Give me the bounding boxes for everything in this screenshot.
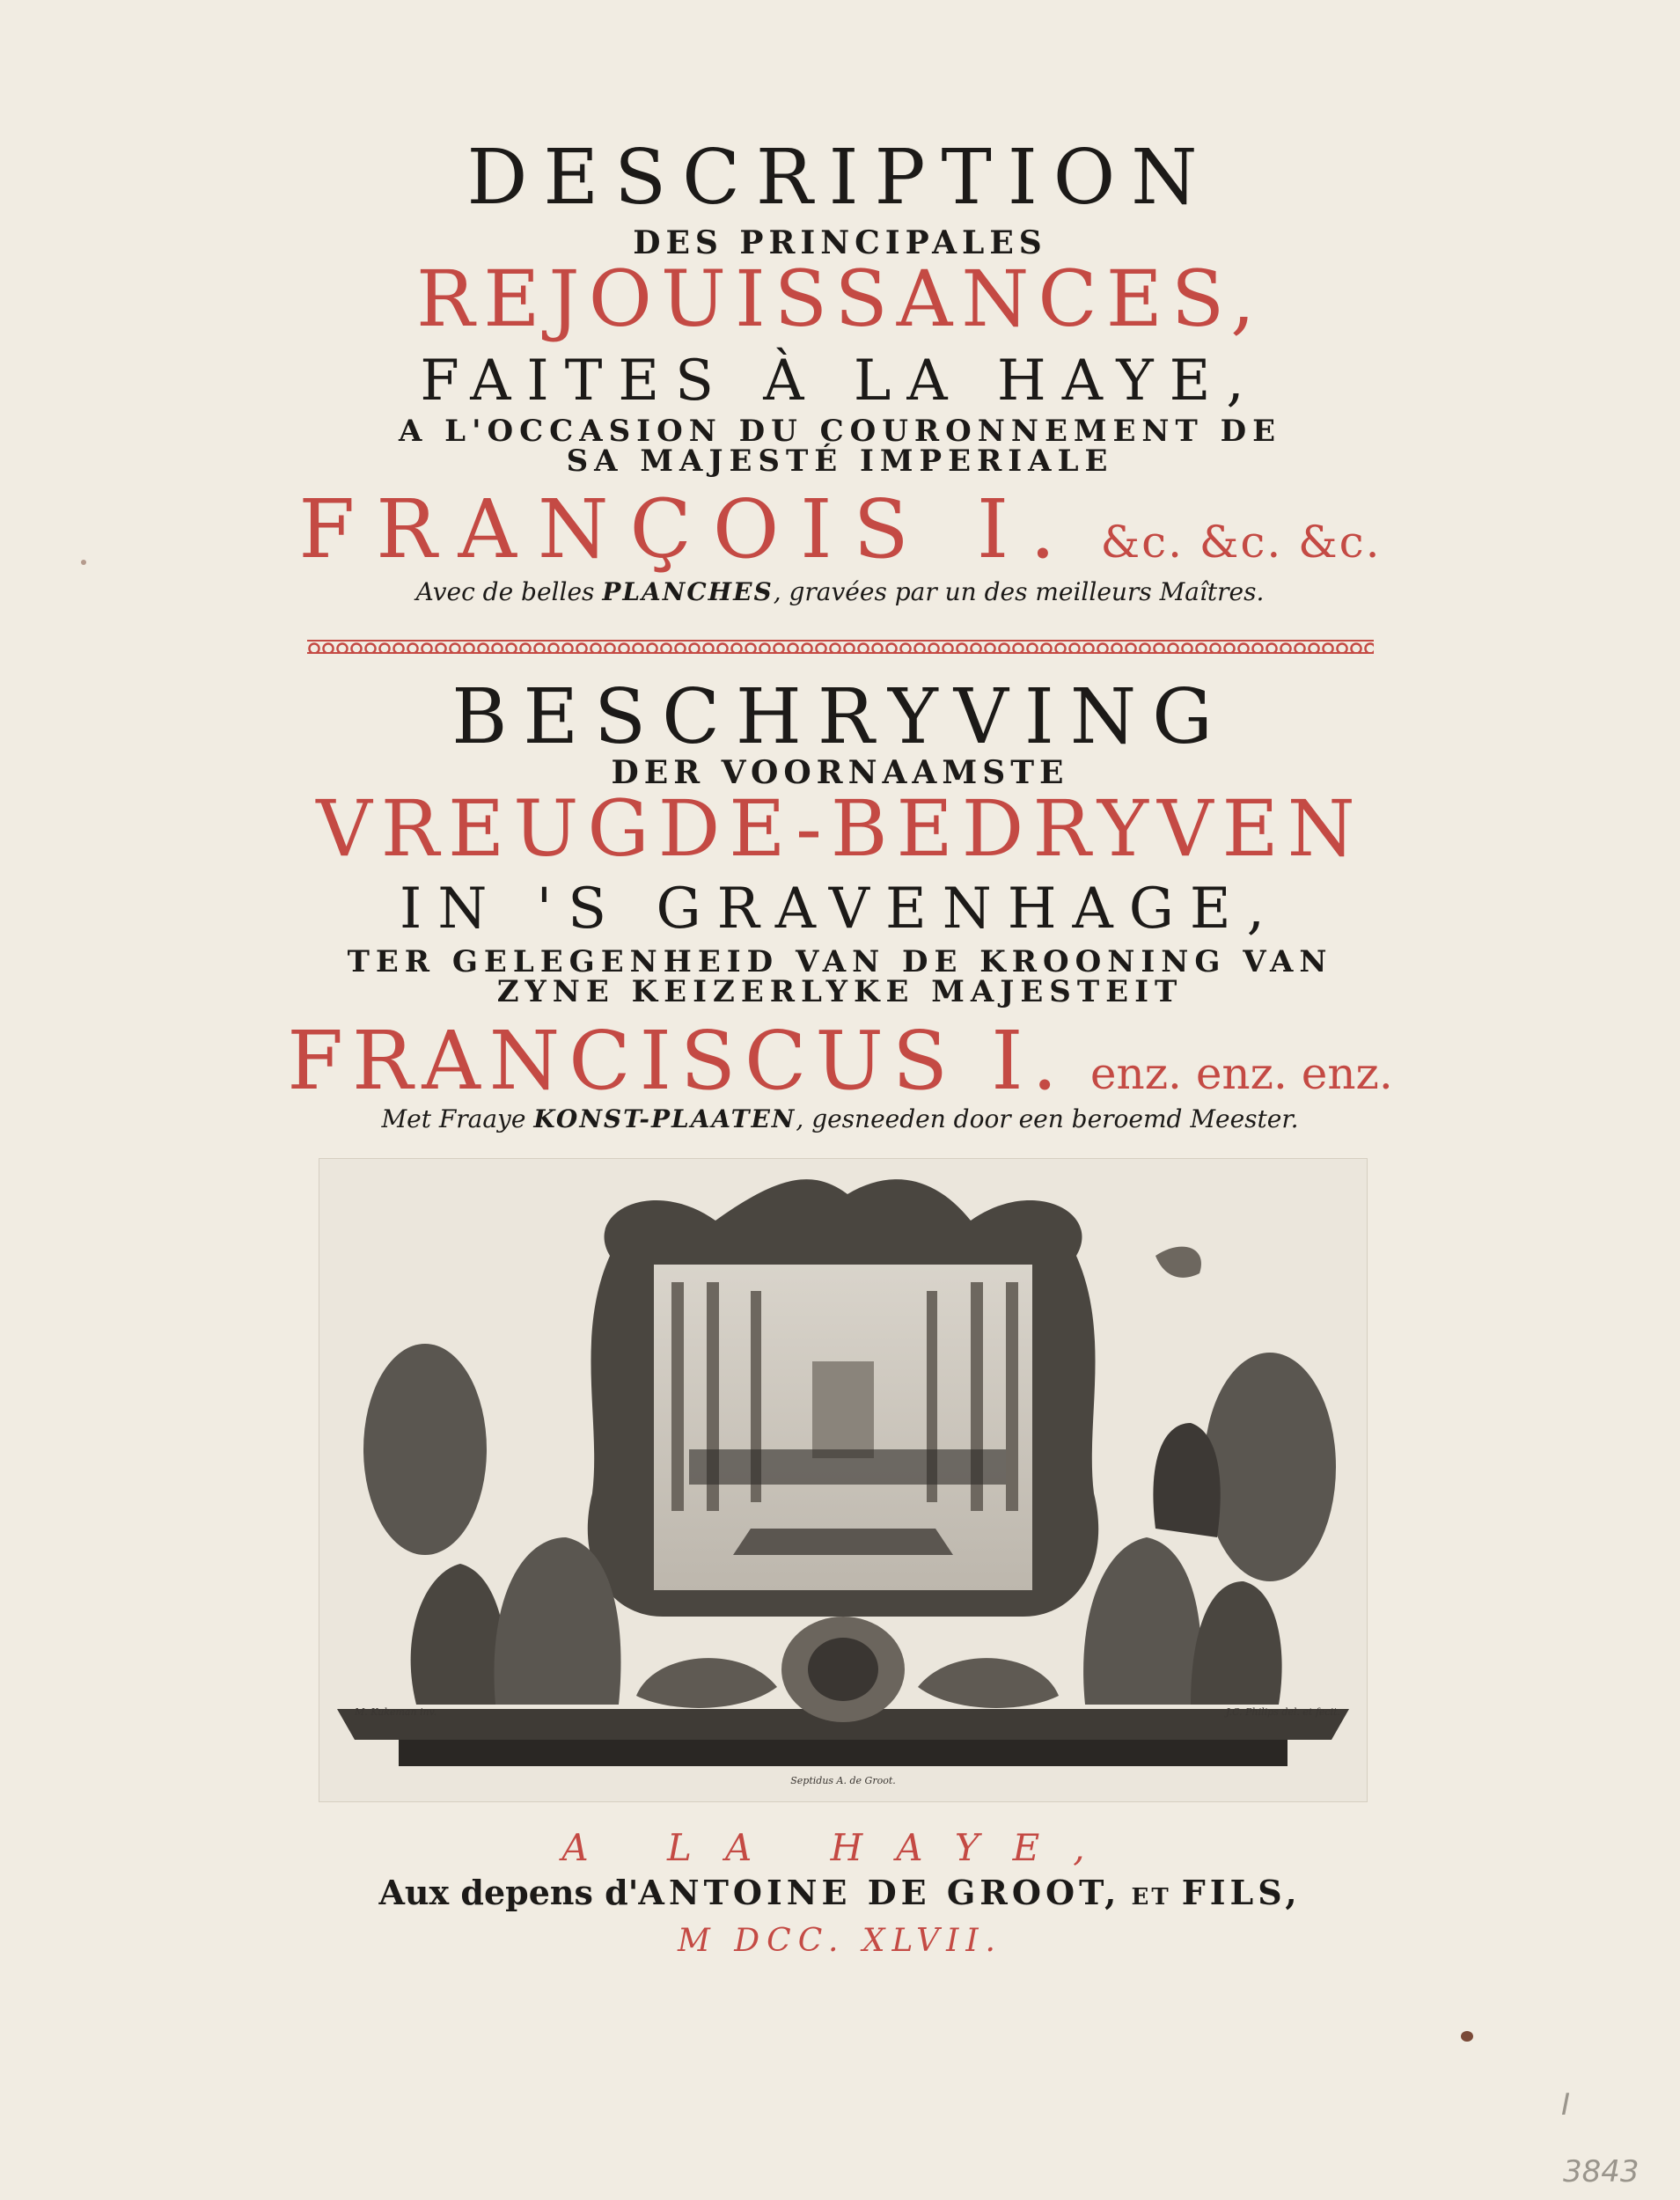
figure-child-right [1191,1581,1282,1705]
imprint-publisher-et: ET [1131,1884,1171,1910]
figure-hope [411,1564,507,1705]
left-tree [363,1344,487,1555]
crowd [689,1449,1006,1485]
french-title-description: DESCRIPTION [466,134,1214,222]
fame-figure [1155,1247,1201,1278]
imprint-place: A LA HAYE, [561,1826,1119,1869]
shell-right [918,1658,1059,1708]
vignette-drawing [319,1159,1367,1801]
french-des-principales: DES PRINCIPALES [633,224,1047,261]
french-note-pre: Avec de belles [415,577,595,606]
french-note [0,577,1680,606]
french-etc: &c. &c. &c. [1100,517,1382,568]
dutch-majesteit: ZYNE KEIZERLYKE MAJESTEIT [496,974,1184,1009]
foxing-stain [1461,2031,1473,2042]
figure-seated-right [1083,1537,1201,1705]
pencil-number: 3843 [1563,2154,1640,2189]
dutch-title-beschryving: BESCHRYVING [451,673,1229,761]
dais-steps [733,1529,953,1555]
dutch-note-pre: Met Fraaye [381,1104,526,1133]
french-faites-a-la-haye: FAITES À LA HAYE, [420,348,1260,414]
french-note-post: , gravées par un des meilleurs Maîtres. [773,577,1265,606]
pencil-mark: I [1561,2087,1571,2123]
dutch-etc: enz. enz. enz. [1089,1048,1393,1099]
french-rejouissances: REJOUISSANCES, [415,253,1265,344]
dutch-vreugde-bedryven: VREUGDE-BEDRYVEN [316,783,1364,874]
altar [812,1361,874,1458]
imprint-publisher-pre: Aux depens d' [378,1873,639,1912]
foxing-dot [81,560,86,565]
dutch-name: FRANCISCUS I. [287,1014,1067,1108]
shell-left [636,1658,777,1708]
ornamental-divider [307,640,1374,654]
dutch-name-line [0,1014,1680,1108]
french-note-cap: PLANCHES [602,577,774,606]
credit-bottom: Septidus A. de Groot. [790,1775,896,1786]
french-name-line [0,482,1680,576]
french-occasion: A L'OCCASION DU COURONNEMENT DE [398,414,1282,449]
imprint-year: M DCC. XLVII. [677,1923,1002,1959]
dutch-note-cap: KONST-PLAATEN [533,1104,796,1133]
credit-left: M. Kukeman inv. [355,1706,437,1718]
dutch-note-post: , gesneeden door een beroemd Meester. [796,1104,1299,1133]
dutch-note [0,1104,1680,1133]
imprint-publisher [0,1873,1680,1912]
dutch-gelegenheid: TER GELEGENHEID VAN DE KROONING VAN [347,944,1333,979]
french-majeste: SA MAJESTÉ IMPERIALE [566,444,1114,479]
dutch-der-voornaamste: DER VOORNAAMSTE [611,754,1069,791]
engraved-vignette [319,1158,1368,1802]
imprint-publisher-name: ANTOINE DE GROOT, [638,1873,1121,1912]
dutch-in-s-gravenhage: IN 'S GRAVENHAGE, [400,876,1280,942]
french-name: FRANÇOIS I. [298,482,1077,576]
double-eagle [808,1638,878,1701]
credit-right: J.C. Philips del. et fecit. [1226,1706,1340,1718]
imprint-publisher-fils: FILS, [1181,1873,1302,1912]
right-tree [1204,1353,1336,1581]
plinth-base [399,1740,1288,1766]
